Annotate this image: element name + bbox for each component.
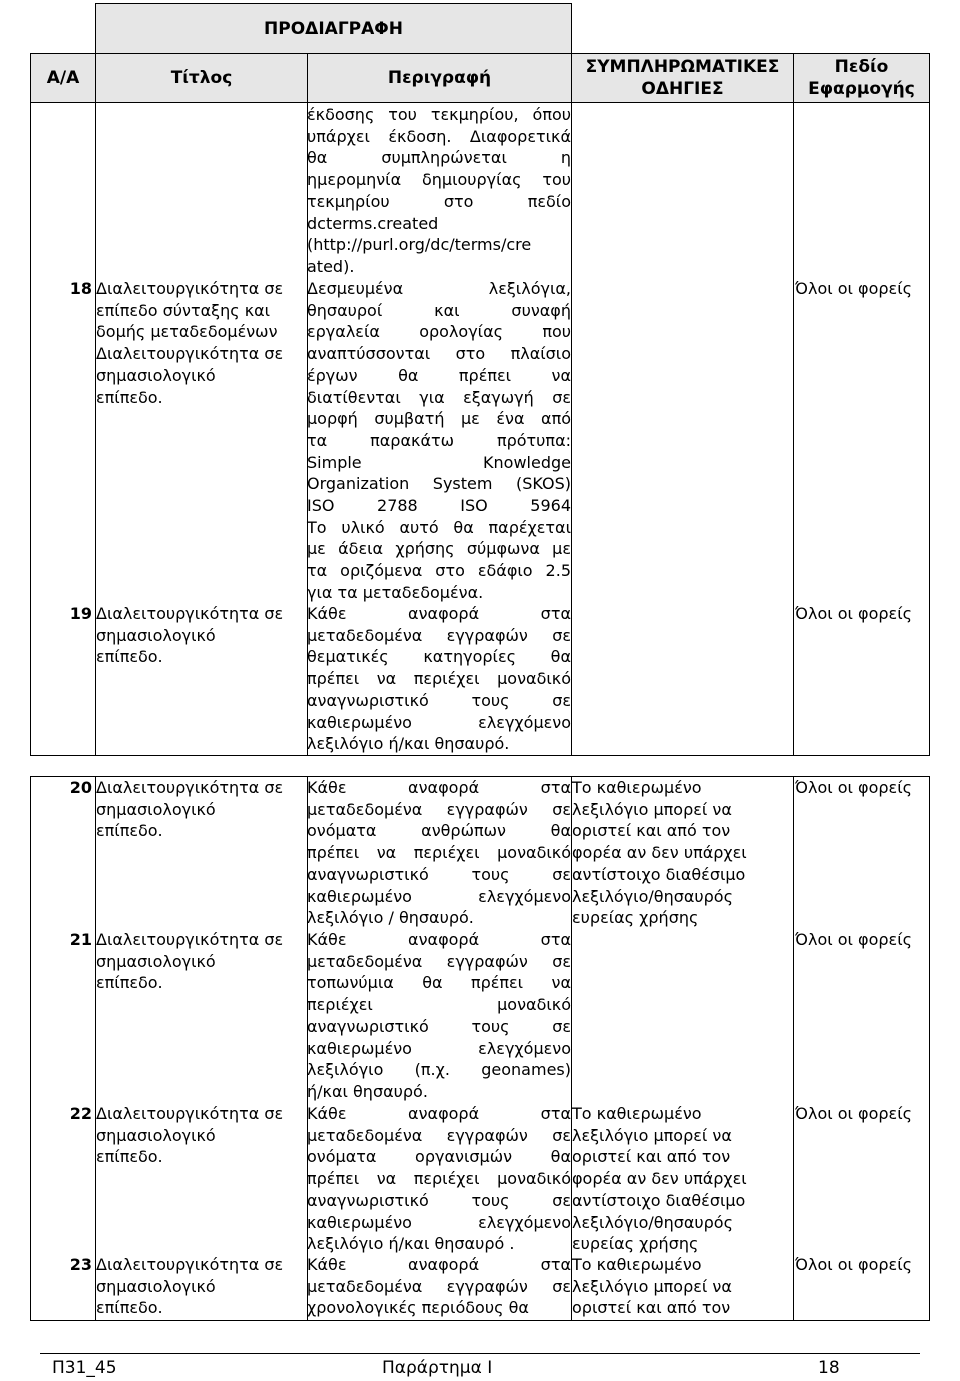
row-scope: Όλοι οι φορείς (795, 1104, 912, 1123)
column-header-instructions-line2: ΟΔΗΓΙΕΣ (641, 79, 724, 99)
row-title-line: Διαλειτουργικότητα σε (96, 279, 284, 298)
row-description-line: με άδεια χρήσης σύμφωνα με (307, 539, 571, 559)
row-description-line: για τα μεταδεδομένα. (307, 582, 484, 602)
row-title-line: επίπεδο. (96, 821, 163, 841)
row-scope: Όλοι οι φορείς (795, 604, 912, 623)
row-title-line: σημασιολογικό (96, 799, 216, 819)
row-description-line: πρέπει να περιέχει μοναδικό (307, 1169, 571, 1189)
description-line: τεκμηρίου στο πεδίο (307, 191, 571, 211)
row-description-line: Κάθε αναφορά στα (307, 1104, 571, 1123)
row-instruction-line: λεξιλόγιο μπορεί να (572, 799, 732, 819)
row-description-line: μεταδεδομένα εγγραφών σε (307, 951, 571, 971)
row-description-line: Κάθε αναφορά στα (307, 1255, 571, 1274)
row-description-line: εργαλεία ορολογίας που (307, 322, 571, 342)
row-description-line: πρέπει να περιέχει μοναδικό (307, 669, 571, 689)
column-header-scope-line1: Πεδίο (834, 57, 889, 77)
group-header-specification (95, 3, 572, 54)
row-description-line: τα οριζόμενα στο εδάφιο 2.5 (307, 561, 571, 581)
column-header-instructions-line1: ΣΥΜΠΛΗΡΩΜΑΤΙΚΕΣ (585, 57, 780, 77)
row-instruction-line: Το καθιερωμένο (572, 1104, 702, 1123)
row-title-line: επίπεδο. (96, 647, 163, 667)
row-description-line: Organization System (SKOS) (307, 474, 571, 494)
group-header-label: ΠΡΟΔΙΑΓΡΑΦΗ (264, 18, 403, 39)
row-title-line: επίπεδο. (96, 1298, 163, 1318)
row-description-line: καθιερωμένο ελεγχόμενο (307, 886, 571, 906)
row-description-line: Δεσμευμένα λεξιλόγια, (307, 279, 571, 298)
col-separator (571, 102, 572, 756)
row-description-line: περιέχει μοναδικό (307, 995, 571, 1015)
column-header-title (95, 53, 308, 103)
row-instruction-line: αντίστοιχο διαθέσιμο (572, 1190, 746, 1210)
row-description-line: Κάθε αναφορά στα (307, 778, 571, 797)
row-instruction-line: Το καθιερωμένο (572, 778, 702, 797)
description-line: υπάρχει έκδοση. Διαφορετικά (307, 126, 571, 146)
footer-page-number: 18 (818, 1358, 840, 1378)
column-header-description-label: Περιγραφή (387, 68, 492, 88)
column-header-aa (30, 53, 96, 103)
description-line: ated). (307, 256, 355, 276)
row-title-line: δομής μεταδεδομένων (96, 322, 278, 342)
row-title-line: Διαλειτουργικότητα σε (96, 344, 284, 364)
row-description-line: Κάθε αναφορά στα (307, 604, 571, 623)
col-separator (95, 776, 96, 1321)
row-scope: Όλοι οι φορείς (795, 279, 912, 298)
row-description-line: αναπτύσσονται στο πλαίσιο (307, 344, 571, 364)
row-instruction-line: λεξιλόγιο μπορεί να (572, 1125, 732, 1145)
row-instruction-line: λεξιλόγιο/θησαυρός (572, 886, 733, 906)
row-title-line: επίπεδο. (96, 1147, 163, 1167)
column-header-scope (793, 53, 930, 103)
row-title-line: σημασιολογικό (96, 365, 216, 385)
row-description-line: Κάθε αναφορά στα (307, 930, 571, 949)
description-line: dcterms.created (307, 213, 439, 233)
row-title-line: σημασιολογικό (96, 951, 216, 971)
row-title-line: σημασιολογικό (96, 1125, 216, 1145)
row-description-line: αναγνωριστικό τους σε (307, 690, 571, 710)
row-description-line: μεταδεδομένα εγγραφών σε (307, 1125, 571, 1145)
row-description-line: τα παρακάτω πρότυπα: (307, 430, 571, 450)
row-instruction-line: οριστεί και από τον (572, 1298, 731, 1318)
row-description-line: μεταδεδομένα εγγραφών σε (307, 625, 571, 645)
col-separator (793, 776, 794, 1321)
row-description-line: διατίθενται για εξαγωγή σε (307, 387, 571, 407)
row-number: 19 (69, 604, 92, 623)
row-instruction-line: φορέα αν δεν υπάρχει (572, 1169, 747, 1189)
row-scope: Όλοι οι φορείς (795, 1255, 912, 1274)
row-instruction-line: λεξιλόγιο/θησαυρός (572, 1212, 733, 1232)
row-instruction-line: φορέα αν δεν υπάρχει (572, 843, 747, 863)
row-description-line: τοπωνύμια θα πρέπει να (307, 973, 571, 993)
row-instruction-line: οριστεί και από τον (572, 1147, 731, 1167)
row-instruction-line: ευρείας χρήσης (572, 1234, 699, 1254)
description-line: (http://purl.org/dc/terms/cre (307, 235, 532, 255)
row-description-line: αναγνωριστικό τους σε (307, 864, 571, 884)
column-header-title-label: Τίτλος (170, 68, 233, 88)
row-description-line: ονόματα οργανισμών θα (307, 1147, 571, 1167)
row-title-line: σημασιολογικό (96, 1276, 216, 1296)
row-description-line: θεματικές κατηγορίες θα (307, 647, 571, 667)
row-title-line: σημασιολογικό (96, 625, 216, 645)
row-description-line: καθιερωμένο ελεγχόμενο (307, 1038, 571, 1058)
row-scope: Όλοι οι φορείς (795, 930, 912, 949)
row-number: 23 (69, 1255, 92, 1274)
row-description-line: Simple Knowledge (307, 452, 571, 472)
row-title-line: Διαλειτουργικότητα σε (96, 1104, 284, 1123)
row-title-line: επίπεδο. (96, 387, 163, 407)
row-description-line: καθιερωμένο ελεγχόμενο (307, 712, 571, 732)
column-header-instructions (571, 53, 794, 103)
footer-rule (40, 1353, 920, 1354)
row-instruction-line: ευρείας χρήσης (572, 908, 699, 928)
row-description-line: ή/και θησαυρό. (307, 1081, 428, 1101)
row-title-line: Διαλειτουργικότητα σε (96, 778, 284, 797)
column-header-scope-line2: Εφαρμογής (808, 79, 915, 99)
description-line: θα συμπληρώνεται η (307, 148, 571, 168)
row-number: 18 (69, 279, 92, 298)
row-instruction-line: οριστεί και από τον (572, 821, 731, 841)
footer-appendix: Παράρτημα Ι (382, 1358, 493, 1378)
column-header-aa-label: Α/Α (46, 68, 80, 88)
row-description-line: αναγνωριστικό τους σε (307, 1016, 571, 1036)
column-header-description (307, 53, 572, 103)
row-description-line: θησαυροί και συναφή (307, 300, 571, 320)
row-description-line: λεξιλόγιο ή/και θησαυρό . (307, 1234, 515, 1254)
row-description-line: Το υλικό αυτό θα παρέχεται (307, 517, 571, 537)
row-description-line: αναγνωριστικό τους σε (307, 1190, 571, 1210)
row-description-line: μεταδεδομένα εγγραφών σε (307, 1276, 571, 1296)
row-description-line: χρονολογικές περιόδους θα (307, 1298, 529, 1318)
row-instruction-line: αντίστοιχο διαθέσιμο (572, 864, 746, 884)
row-description-line: μεταδεδομένα εγγραφών σε (307, 799, 571, 819)
description-line: ημερομηνία δημιουργίας του (307, 170, 571, 190)
row-title-line: Διαλειτουργικότητα σε (96, 930, 284, 949)
row-instruction-line: λεξιλόγιο μπορεί να (572, 1276, 732, 1296)
row-title-line: επίπεδο. (96, 973, 163, 993)
row-description-line: καθιερωμένο ελεγχόμενο (307, 1212, 571, 1232)
row-description-line: λεξιλόγιο (π.χ. geonames) (307, 1060, 571, 1080)
row-title-line: επίπεδο σύνταξης και (96, 300, 271, 320)
row-instruction-line: Το καθιερωμένο (572, 1255, 702, 1274)
row-description-line: μορφή συμβατή με ένα από (307, 409, 571, 429)
row-scope: Όλοι οι φορείς (795, 778, 912, 797)
row-description-line: ISO 2788 ISO 5964 (307, 496, 571, 515)
description-line: έκδοσης του τεκμηρίου, όπου (307, 105, 571, 124)
row-description-line: λεξιλόγιο / θησαυρό. (307, 908, 474, 928)
row-description-line: πρέπει να περιέχει μοναδικό (307, 843, 571, 863)
row-description-line: έργων θα πρέπει να (307, 365, 571, 385)
row-description-line: λεξιλόγιο ή/και θησαυρό. (307, 734, 510, 754)
footer-doc-code: Π31_45 (52, 1358, 117, 1378)
row-number: 21 (69, 930, 92, 949)
row-title-line: Διαλειτουργικότητα σε (96, 604, 284, 623)
row-description-line: ονόματα ανθρώπων θα (307, 821, 571, 841)
col-separator (793, 102, 794, 756)
row-number: 22 (69, 1104, 92, 1123)
row-title-line: Διαλειτουργικότητα σε (96, 1255, 284, 1274)
row-number: 20 (69, 778, 92, 797)
